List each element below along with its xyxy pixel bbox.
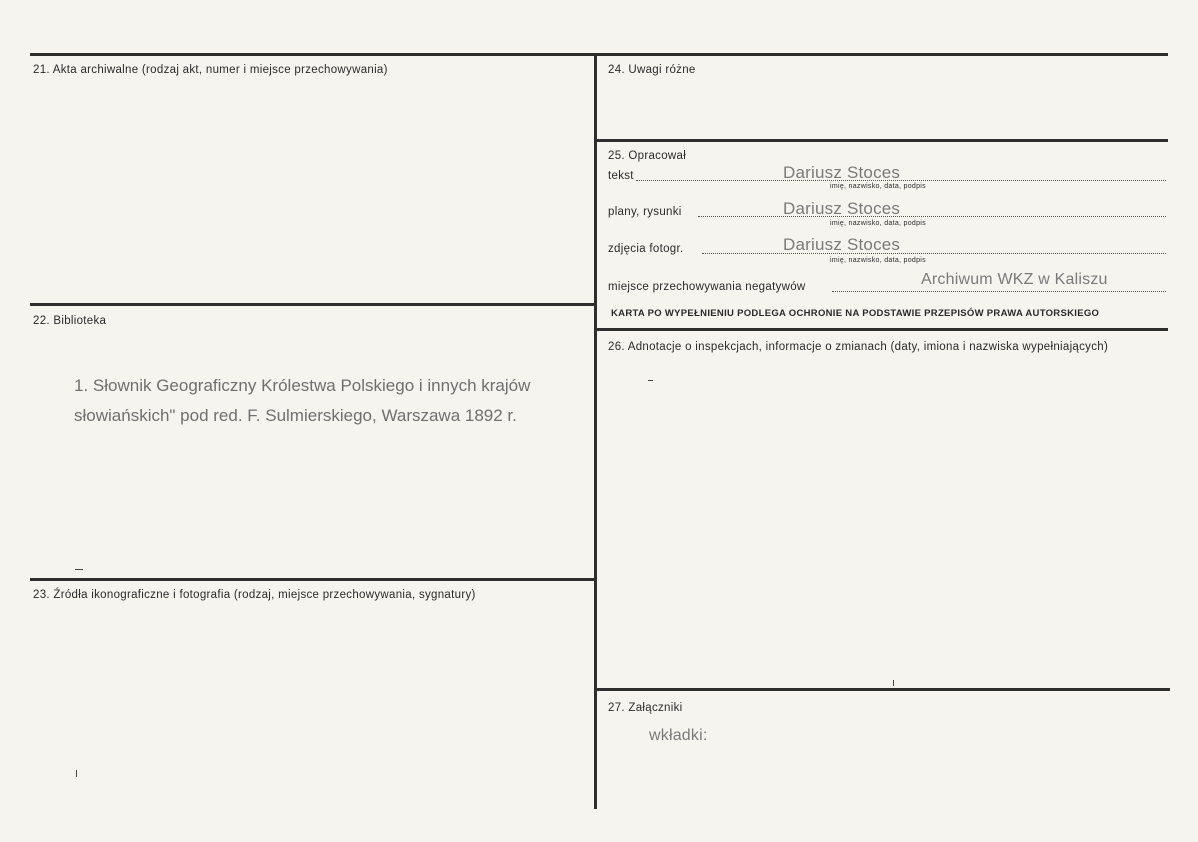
rule-below-24 <box>596 139 1168 142</box>
zdjecia-caption: imię, nazwisko, data, podpis <box>830 257 926 264</box>
center-divider <box>594 53 597 809</box>
library-entry <box>74 371 530 431</box>
dash-mark <box>75 569 83 570</box>
rule-below-21 <box>30 303 596 306</box>
plany-caption: imię, nazwisko, data, podpis <box>830 220 926 227</box>
copyright-notice: KARTA PO WYPEŁNIENIU PODLEGA OCHRONIE NA PODSTAWIE PRZEPISÓW PRAWA AUTORSKIEGO <box>611 308 1100 319</box>
plany-dotted-line <box>698 216 1166 217</box>
tekst-caption: imię, nazwisko, data, podpis <box>830 183 926 190</box>
tekst-value: Dariusz Stoces <box>783 163 901 182</box>
library-entry-line-1: 1. Słownik Geograficzny Królestwa Polskiego i innych krajów <box>74 376 531 395</box>
wkladki-value: wkładki: <box>649 727 708 744</box>
tekst-dotted-line <box>636 180 1166 181</box>
zdjecia-label: zdjęcia fotogr. <box>608 243 684 255</box>
negatywy-label: miejsce przechowywania negatywów <box>608 281 806 293</box>
rule-below-26 <box>596 688 1170 691</box>
section-27-label: 27. Załączniki <box>608 702 683 714</box>
negatywy-dotted-line <box>832 291 1166 292</box>
zdjecia-dotted-line <box>702 253 1166 254</box>
plany-value: Dariusz Stoces <box>783 199 901 218</box>
section-21-label: 21. Akta archiwalne (rodzaj akt, numer i miejsce przechowywania) <box>33 64 388 76</box>
section-23-label: 23. Źródła ikonograficzne i fotografia (rodzaj, miejsce przechowywania, sygnatury) <box>33 589 476 601</box>
library-entry-line-2: słowiańskich" pod red. F. Sulmierskiego, Warszawa 1892 r. <box>74 406 517 425</box>
tick-mark <box>76 770 77 777</box>
zdjecia-value: Dariusz Stoces <box>783 235 901 254</box>
section-26-label: 26. Adnotacje o inspekcjach, informacje o zmianach (daty, imiona i nazwiska wypełniających) <box>608 341 1109 353</box>
tick-mark <box>893 680 894 686</box>
section-24-label: 24. Uwagi różne <box>608 64 696 76</box>
top-rule <box>30 53 1168 56</box>
negatywy-value: Archiwum WKZ w Kaliszu <box>921 271 1108 288</box>
dash-mark <box>648 380 653 381</box>
tekst-label: tekst <box>608 170 634 182</box>
section-22-label: 22. Biblioteka <box>33 315 107 327</box>
plany-label: plany, rysunki <box>608 206 682 218</box>
section-25-label: 25. Opracował <box>608 150 687 162</box>
rule-below-22 <box>30 578 596 581</box>
rule-below-25 <box>596 328 1168 331</box>
